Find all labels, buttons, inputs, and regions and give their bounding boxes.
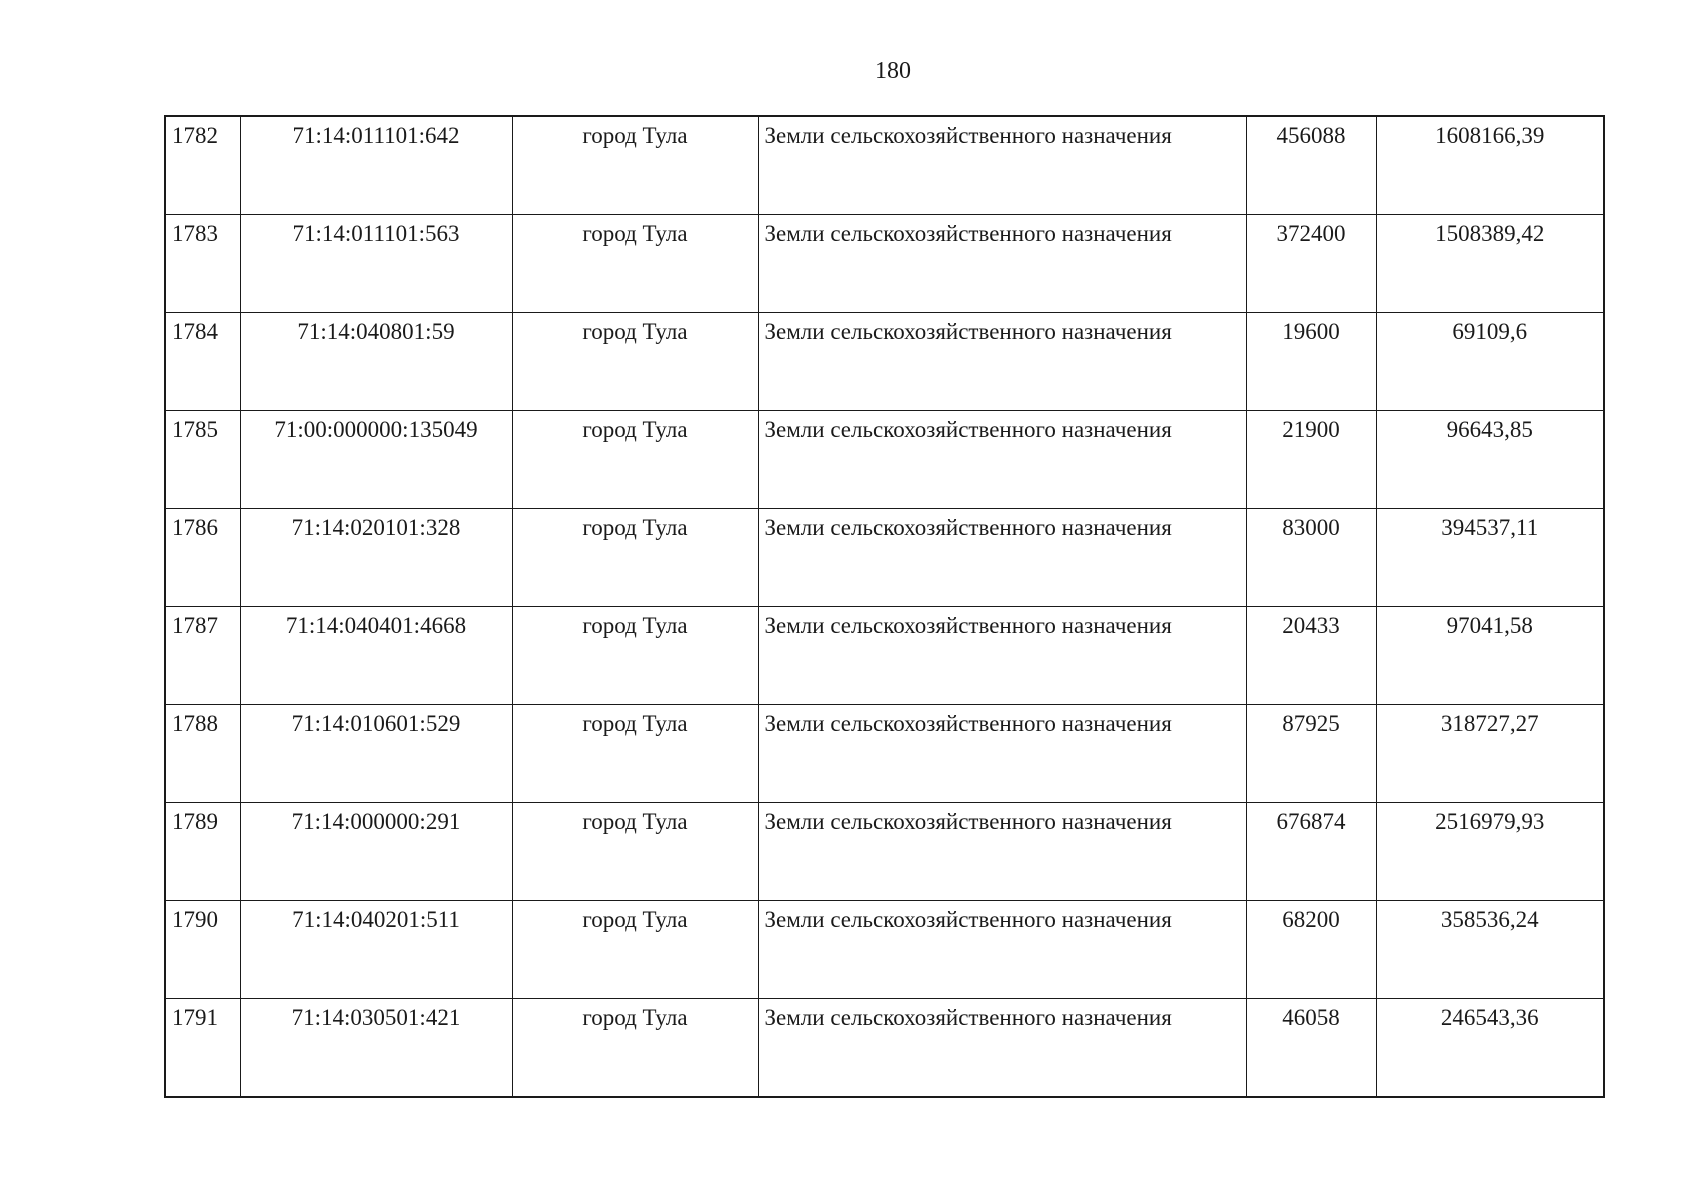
location-cell: город Тула	[512, 313, 758, 411]
row-number-cell: 1784	[165, 313, 240, 411]
land-category-cell: Земли сельскохозяйственного назначения	[758, 803, 1246, 901]
area-cell: 19600	[1246, 313, 1376, 411]
table-row	[165, 313, 1604, 411]
cadastral-value-cell: 1608166,39	[1376, 116, 1604, 215]
land-category-cell: Земли сельскохозяйственного назначения	[758, 607, 1246, 705]
cadastral-value-cell: 97041,58	[1376, 607, 1604, 705]
location-cell: город Тула	[512, 411, 758, 509]
cadastral-number-cell: 71:14:010601:529	[240, 705, 512, 803]
table-row	[165, 509, 1604, 607]
location-cell: город Тула	[512, 999, 758, 1098]
cadastral-number-cell: 71:14:040801:59	[240, 313, 512, 411]
row-number-cell: 1783	[165, 215, 240, 313]
location-cell: город Тула	[512, 215, 758, 313]
cadastral-number-cell: 71:14:040401:4668	[240, 607, 512, 705]
location-cell: город Тула	[512, 607, 758, 705]
cadastral-number-cell: 71:14:011101:642	[240, 116, 512, 215]
row-number-cell: 1791	[165, 999, 240, 1098]
cadastral-number-cell: 71:14:000000:291	[240, 803, 512, 901]
location-cell: город Тула	[512, 509, 758, 607]
page-number: 180	[875, 58, 911, 84]
cadastral-value-cell: 358536,24	[1376, 901, 1604, 999]
cadastral-number-cell: 71:14:030501:421	[240, 999, 512, 1098]
area-cell: 87925	[1246, 705, 1376, 803]
land-plots-table	[164, 115, 1605, 1098]
location-cell: город Тула	[512, 116, 758, 215]
row-number-cell: 1790	[165, 901, 240, 999]
land-category-cell: Земли сельскохозяйственного назначения	[758, 215, 1246, 313]
location-cell: город Тула	[512, 803, 758, 901]
area-cell: 20433	[1246, 607, 1376, 705]
land-category-cell: Земли сельскохозяйственного назначения	[758, 411, 1246, 509]
cadastral-value-cell: 394537,11	[1376, 509, 1604, 607]
area-cell: 83000	[1246, 509, 1376, 607]
cadastral-value-cell: 96643,85	[1376, 411, 1604, 509]
land-category-cell: Земли сельскохозяйственного назначения	[758, 705, 1246, 803]
row-number-cell: 1788	[165, 705, 240, 803]
row-number-cell: 1787	[165, 607, 240, 705]
cadastral-number-cell: 71:00:000000:135049	[240, 411, 512, 509]
area-cell: 68200	[1246, 901, 1376, 999]
table-row	[165, 705, 1604, 803]
area-cell: 372400	[1246, 215, 1376, 313]
table-row	[165, 607, 1604, 705]
table-row	[165, 803, 1604, 901]
land-category-cell: Земли сельскохозяйственного назначения	[758, 313, 1246, 411]
area-cell: 46058	[1246, 999, 1376, 1098]
area-cell: 676874	[1246, 803, 1376, 901]
table-row	[165, 999, 1604, 1098]
table-row	[165, 215, 1604, 313]
land-category-cell: Земли сельскохозяйственного назначения	[758, 901, 1246, 999]
location-cell: город Тула	[512, 705, 758, 803]
area-cell: 21900	[1246, 411, 1376, 509]
row-number-cell: 1782	[165, 116, 240, 215]
land-category-cell: Земли сельскохозяйственного назначения	[758, 999, 1246, 1098]
area-cell: 456088	[1246, 116, 1376, 215]
cadastral-value-cell: 2516979,93	[1376, 803, 1604, 901]
land-category-cell: Земли сельскохозяйственного назначения	[758, 509, 1246, 607]
table-row	[165, 901, 1604, 999]
cadastral-value-cell: 69109,6	[1376, 313, 1604, 411]
row-number-cell: 1785	[165, 411, 240, 509]
cadastral-number-cell: 71:14:020101:328	[240, 509, 512, 607]
table-row	[165, 411, 1604, 509]
cadastral-value-cell: 1508389,42	[1376, 215, 1604, 313]
cadastral-value-cell: 318727,27	[1376, 705, 1604, 803]
cadastral-number-cell: 71:14:040201:511	[240, 901, 512, 999]
cadastral-value-cell: 246543,36	[1376, 999, 1604, 1098]
land-category-cell: Земли сельскохозяйственного назначения	[758, 116, 1246, 215]
location-cell: город Тула	[512, 901, 758, 999]
table-row	[165, 116, 1604, 215]
row-number-cell: 1786	[165, 509, 240, 607]
row-number-cell: 1789	[165, 803, 240, 901]
cadastral-number-cell: 71:14:011101:563	[240, 215, 512, 313]
